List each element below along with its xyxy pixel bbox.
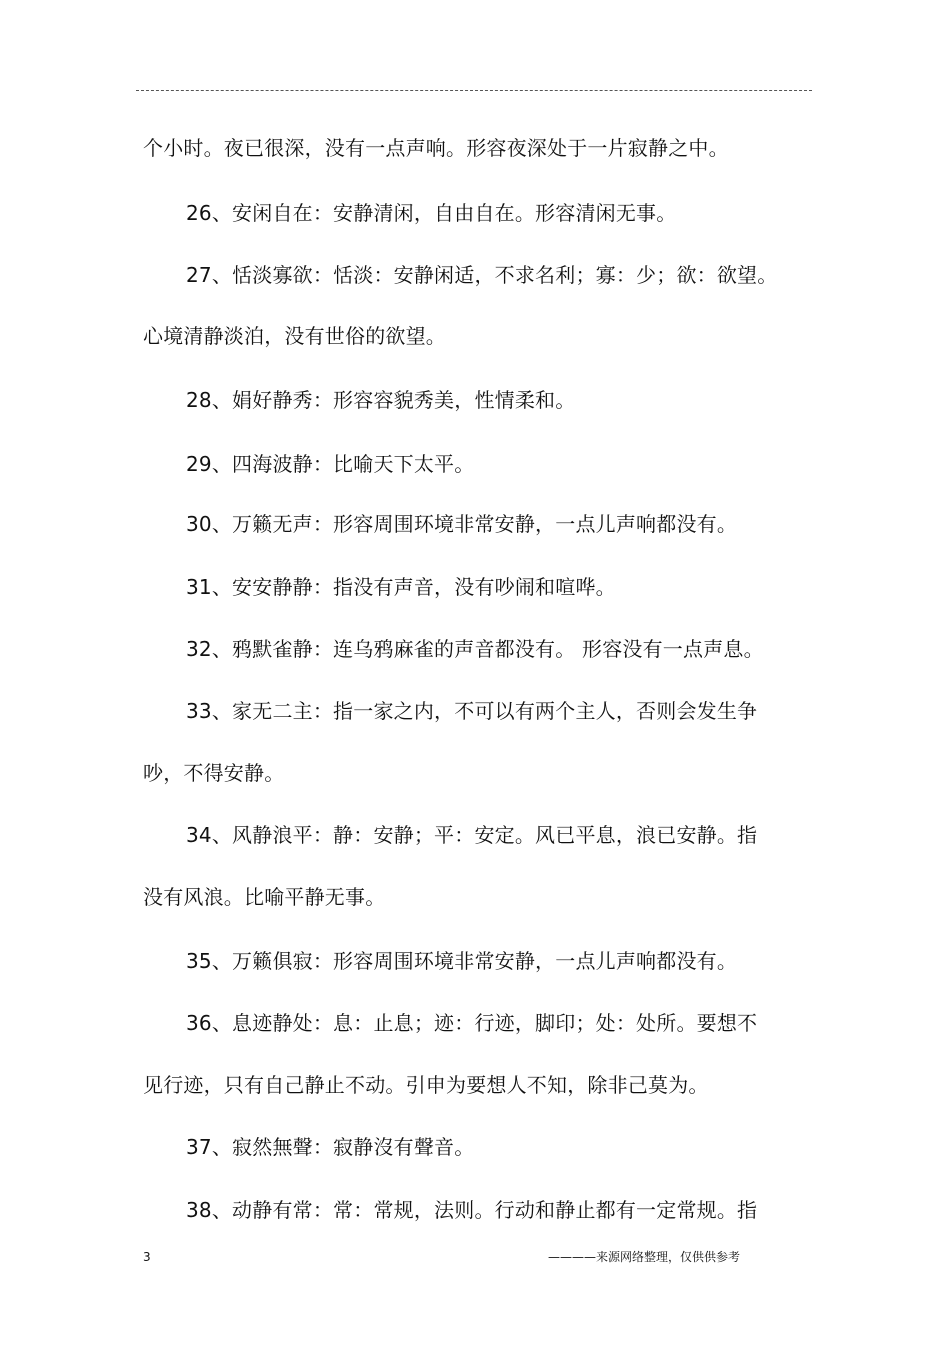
text-line: 31、安安静静：指没有声音，没有吵闹和喧哗。 [186,575,616,599]
text-line: 见行迹，只有自己静止不动。引申为要想人不知，除非己莫为。 [143,1073,709,1097]
text-line: 心境清静淡泊，没有世俗的欲望。 [143,324,446,348]
text-line: 吵，不得安静。 [143,761,285,785]
text-line: 38、动静有常：常：常规，法则。行动和静止都有一定常规。指 [186,1198,758,1222]
text-line: 35、万籁俱寂：形容周围环境非常安静，一点儿声响都没有。 [186,949,738,973]
footer-source-note: ————来源网络整理，仅供供参考 [548,1250,741,1264]
text-line: 32、鸦默雀静：连乌鸦麻雀的声音都没有。 形容没有一点声息。 [186,637,764,661]
text-line: 28、娟好静秀：形容容貌秀美，性情柔和。 [186,388,576,412]
text-line: 27、恬淡寡欲：恬淡：安静闲适，不求名利；寡：少；欲：欲望。 [186,263,778,287]
text-line: 个小时。夜已很深，没有一点声响。形容夜深处于一片寂静之中。 [143,136,729,160]
text-line: 36、息迹静处：息：止息；迹：行迹，脚印；处：处所。要想不 [186,1011,758,1035]
header-divider [136,90,812,91]
text-line: 37、寂然無聲：寂静沒有聲音。 [186,1135,475,1159]
text-line: 30、万籁无声：形容周围环境非常安静，一点儿声响都没有。 [186,512,738,536]
text-line: 26、安闲自在：安静清闲，自由自在。形容清闲无事。 [186,201,677,225]
text-line: 29、四海波静：比喻天下太平。 [186,452,475,476]
text-line: 34、风静浪平：静：安静；平：安定。风已平息，浪已安静。指 [186,823,758,847]
text-line: 没有风浪。比喻平静无事。 [143,885,386,909]
page-number: 3 [143,1250,151,1264]
text-line: 33、家无二主：指一家之内，不可以有两个主人，否则会发生争 [186,699,758,723]
